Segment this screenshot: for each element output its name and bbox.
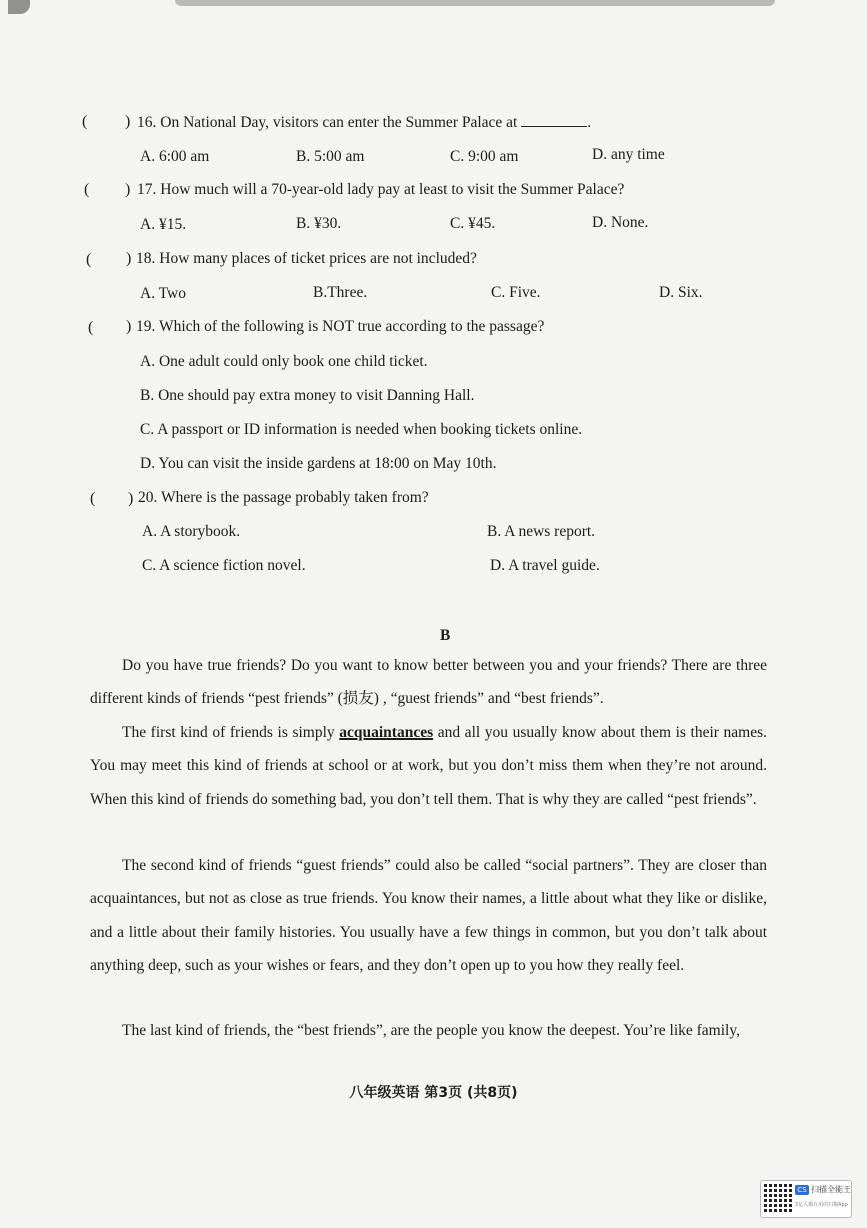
scan-edge-shadow [175, 0, 775, 6]
question-stem: 18. How many places of ticket prices are not included? [136, 250, 477, 267]
qr-code-icon [764, 1184, 792, 1212]
option-b: B.Three. [313, 284, 368, 301]
answer-bracket-close: ) [128, 490, 134, 507]
page-footer: 八年级英语 第3页 (共8页) [349, 1085, 518, 1101]
passage-paragraph-2: The first kind of friends is simply acquaintances and all you usually know about them is their names. You may meet this kind of friends at school or at work, but you don’t miss them when they’re not around. When this kind of friends do something bad, you don’t tell them. That is why they are called “pest friends”. [90, 724, 768, 808]
answer-bracket-open: ( [88, 319, 94, 336]
answer-bracket-close: ) [126, 318, 132, 335]
option-a: A. 6:00 am [140, 148, 210, 165]
scan-edge-mark [8, 0, 30, 14]
option-d: D. Six. [659, 284, 703, 301]
answer-bracket-close: ) [125, 113, 131, 130]
option-c: C. A science fiction novel. [142, 557, 306, 574]
passage-paragraph-4: The last kind of friends, the “best friends”, are the people you know the deepest. You’re like family, [122, 1022, 740, 1039]
scanner-name: 扫描全能王 [811, 1185, 851, 1194]
scanner-tagline: 3亿人都在用的扫描App [795, 1202, 848, 1208]
question-stem: 19. Which of the following is NOT true according to the passage? [136, 318, 545, 335]
option-a: A. A storybook. [142, 523, 241, 540]
option-a: A. One adult could only book one child ticket. [140, 353, 428, 370]
question-stem: 17. How much will a 70-year-old lady pay at least to visit the Summer Palace? [137, 181, 625, 198]
option-c: C. ¥45. [450, 215, 496, 232]
answer-bracket-open: ( [90, 490, 96, 507]
answer-bracket-open: ( [82, 113, 88, 130]
option-b: B. 5:00 am [296, 148, 365, 165]
option-b: B. One should pay extra money to visit Danning Hall. [140, 387, 475, 404]
question-stem: 16. On National Day, visitors can enter the Summer Palace at . [137, 114, 592, 131]
question-stem: 20. Where is the passage probably taken from? [138, 489, 429, 506]
option-b: B. A news report. [487, 523, 596, 540]
answer-bracket-open: ( [86, 251, 92, 268]
option-a: A. Two [140, 285, 186, 302]
answer-bracket-close: ) [125, 181, 131, 198]
option-d: D. any time [592, 146, 665, 163]
passage-paragraph-1: Do you have true friends? Do you want to know better between you and your friends? There are three different kinds of friends “pest friends” (损友) , “guest friends” and “best friends”. [90, 657, 767, 708]
camscanner-logo-icon: CS [795, 1185, 809, 1195]
option-c: C. Five. [491, 284, 541, 301]
answer-bracket-close: ) [126, 250, 132, 267]
option-d: D. You can visit the inside gardens at 18:00 on May 10th. [140, 455, 497, 472]
section-heading: B [440, 627, 451, 644]
option-c: C. A passport or ID information is needed when booking tickets online. [140, 421, 583, 438]
option-d: D. A travel guide. [490, 557, 600, 574]
underlined-word: acquaintances [339, 724, 434, 741]
option-b: B. ¥30. [296, 215, 342, 232]
scanner-badge [760, 1180, 852, 1218]
answer-blank [521, 112, 587, 127]
option-a: A. ¥15. [140, 216, 187, 233]
option-d: D. None. [592, 214, 649, 231]
answer-bracket-open: ( [84, 181, 90, 198]
passage-paragraph-3: The second kind of friends “guest friends” could also be called “social partners”. They are closer than acquaintances, but not as close as true friends. You know their names, a little about what they like or dislike, and a little about their family histories. You usually have a few things in common, but you don’t talk about anything deep, such as your wishes or fears, and they don’t open up to you how they really feel. [90, 857, 767, 974]
option-c: C. 9:00 am [450, 148, 519, 165]
